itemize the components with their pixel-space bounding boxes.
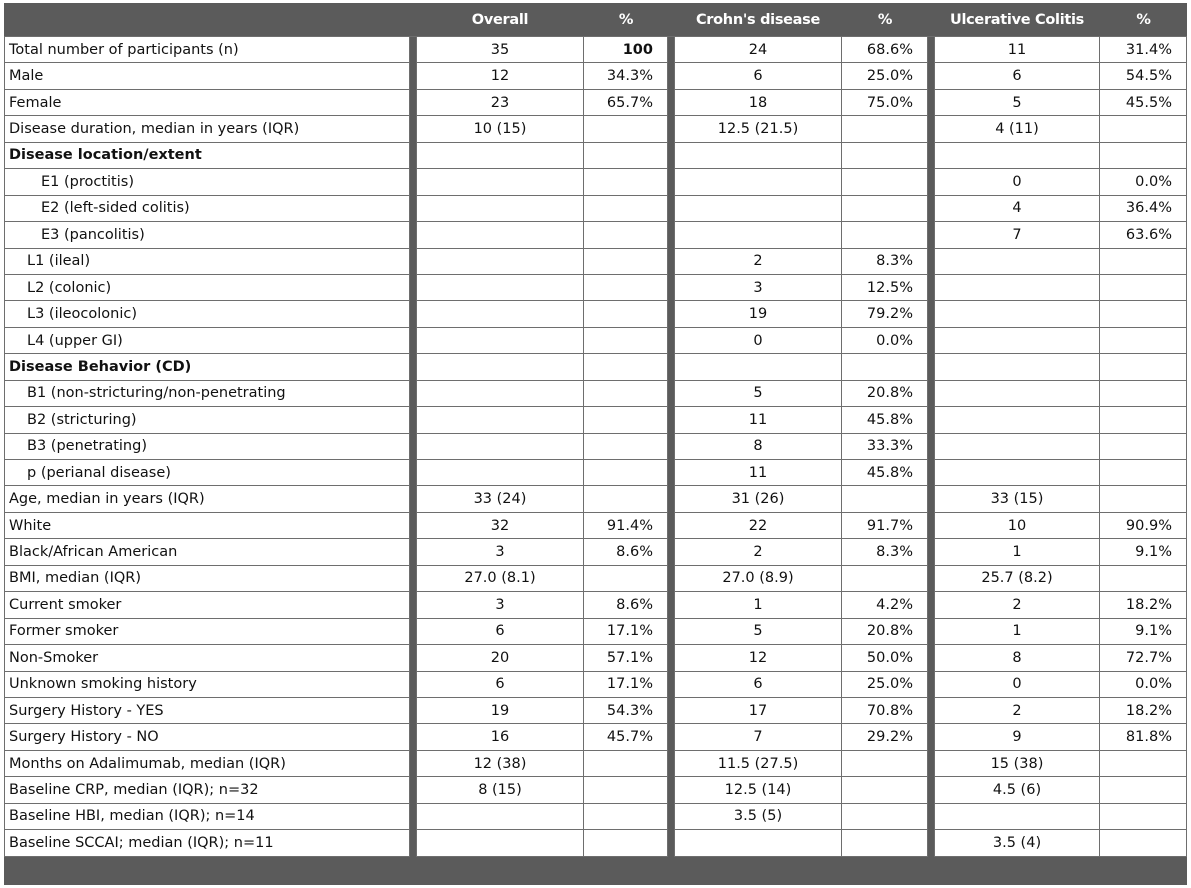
crohns-value: 5 [674, 619, 842, 645]
overall-value [416, 169, 584, 195]
table-row [4, 354, 1187, 380]
overall-pct [584, 275, 668, 301]
crohns-pct [842, 486, 928, 512]
uc-pct: 81.8% [1100, 724, 1187, 750]
header-row [4, 3, 1187, 36]
uc-pct: 72.7% [1100, 645, 1187, 671]
header-uc: Ulcerative Colitis [949, 11, 1085, 28]
uc-pct: 9.1% [1100, 539, 1187, 565]
uc-pct: 0.0% [1100, 169, 1187, 195]
uc-pct [1100, 381, 1187, 407]
uc-pct: 9.1% [1100, 619, 1187, 645]
crohns-pct: 33.3% [842, 434, 928, 460]
table-row [4, 275, 1187, 301]
crohns-value: 22 [674, 513, 842, 539]
uc-value: 4.5 (6) [934, 777, 1100, 803]
row-label: Disease Behavior (CD) [4, 354, 410, 380]
overall-value [416, 275, 584, 301]
row-label: Female [4, 90, 410, 116]
uc-pct [1100, 249, 1187, 275]
uc-pct [1100, 751, 1187, 777]
overall-value [416, 381, 584, 407]
uc-pct: 90.9% [1100, 513, 1187, 539]
uc-value [934, 381, 1100, 407]
crohns-pct: 20.8% [842, 619, 928, 645]
uc-value [934, 249, 1100, 275]
uc-value: 10 [934, 513, 1100, 539]
overall-value: 6 [416, 672, 584, 698]
crohns-value: 7 [674, 724, 842, 750]
overall-pct [584, 143, 668, 169]
demographics-table [4, 3, 1187, 857]
overall-value: 33 (24) [416, 486, 584, 512]
row-label: White [4, 513, 410, 539]
overall-value: 6 [416, 619, 584, 645]
crohns-value: 2 [674, 249, 842, 275]
overall-pct: 17.1% [584, 672, 668, 698]
uc-value: 7 [934, 222, 1100, 248]
uc-value: 1 [934, 619, 1100, 645]
row-label: Current smoker [4, 592, 410, 618]
row-label: B2 (stricturing) [4, 407, 410, 433]
uc-pct [1100, 804, 1187, 830]
crohns-pct: 70.8% [842, 698, 928, 724]
overall-pct [584, 169, 668, 195]
overall-value: 8 (15) [416, 777, 584, 803]
uc-pct [1100, 486, 1187, 512]
table-row [4, 116, 1187, 142]
table-row [4, 328, 1187, 354]
row-label: E1 (proctitis) [4, 169, 410, 195]
table-row [4, 407, 1187, 433]
uc-value: 4 [934, 196, 1100, 222]
crohns-pct: 79.2% [842, 301, 928, 327]
table-row [4, 169, 1187, 195]
row-label: Baseline HBI, median (IQR); n=14 [4, 804, 410, 830]
crohns-value: 12.5 (14) [674, 777, 842, 803]
crohns-value: 12.5 (21.5) [674, 116, 842, 142]
row-label: Non-Smoker [4, 645, 410, 671]
overall-value [416, 328, 584, 354]
uc-value: 6 [934, 63, 1100, 89]
crohns-pct: 50.0% [842, 645, 928, 671]
uc-pct: 63.6% [1100, 222, 1187, 248]
crohns-value [674, 222, 842, 248]
uc-value [934, 407, 1100, 433]
uc-value: 8 [934, 645, 1100, 671]
overall-value: 27.0 (8.1) [416, 566, 584, 592]
row-label: L1 (ileal) [4, 249, 410, 275]
row-label: p (perianal disease) [4, 460, 410, 486]
uc-value [934, 354, 1100, 380]
overall-pct [584, 751, 668, 777]
row-label: Surgery History - YES [4, 698, 410, 724]
crohns-value: 5 [674, 381, 842, 407]
uc-value: 25.7 (8.2) [934, 566, 1100, 592]
uc-value: 11 [934, 36, 1100, 63]
uc-value: 0 [934, 672, 1100, 698]
crohns-value [674, 169, 842, 195]
crohns-pct: 25.0% [842, 63, 928, 89]
header-crohns-pct: % [877, 11, 893, 28]
table-frame [4, 3, 1187, 885]
overall-pct: 91.4% [584, 513, 668, 539]
uc-pct [1100, 777, 1187, 803]
overall-value: 12 (38) [416, 751, 584, 777]
crohns-pct [842, 143, 928, 169]
table-row [4, 619, 1187, 645]
table-row [4, 672, 1187, 698]
uc-pct [1100, 434, 1187, 460]
row-label: Baseline CRP, median (IQR); n=32 [4, 777, 410, 803]
overall-value [416, 407, 584, 433]
row-label: BMI, median (IQR) [4, 566, 410, 592]
row-label: Age, median in years (IQR) [4, 486, 410, 512]
crohns-value: 11 [674, 460, 842, 486]
overall-pct [584, 830, 668, 856]
crohns-value [674, 354, 842, 380]
crohns-pct: 45.8% [842, 460, 928, 486]
overall-pct: 34.3% [584, 63, 668, 89]
overall-value: 3 [416, 539, 584, 565]
uc-pct: 18.2% [1100, 592, 1187, 618]
overall-pct [584, 354, 668, 380]
overall-pct [584, 222, 668, 248]
row-label: L4 (upper GI) [4, 328, 410, 354]
overall-pct: 65.7% [584, 90, 668, 116]
uc-pct: 18.2% [1100, 698, 1187, 724]
crohns-pct: 12.5% [842, 275, 928, 301]
overall-value: 10 (15) [416, 116, 584, 142]
uc-value [934, 804, 1100, 830]
table-row [4, 513, 1187, 539]
row-label: B3 (penetrating) [4, 434, 410, 460]
overall-value [416, 143, 584, 169]
row-label: Disease location/extent [4, 143, 410, 169]
uc-value: 9 [934, 724, 1100, 750]
row-label: Baseline SCCAI; median (IQR); n=11 [4, 830, 410, 856]
crohns-pct: 68.6% [842, 36, 928, 63]
row-label: Unknown smoking history [4, 672, 410, 698]
uc-value: 0 [934, 169, 1100, 195]
overall-pct [584, 804, 668, 830]
overall-pct [584, 486, 668, 512]
table-row [4, 90, 1187, 116]
crohns-pct: 8.3% [842, 539, 928, 565]
table-row [4, 381, 1187, 407]
row-label: Male [4, 63, 410, 89]
crohns-pct: 25.0% [842, 672, 928, 698]
table-row [4, 777, 1187, 803]
crohns-value: 11 [674, 407, 842, 433]
overall-value [416, 196, 584, 222]
uc-value [934, 301, 1100, 327]
uc-value: 33 (15) [934, 486, 1100, 512]
crohns-value: 3 [674, 275, 842, 301]
crohns-value [674, 143, 842, 169]
crohns-value: 11.5 (27.5) [674, 751, 842, 777]
overall-pct [584, 301, 668, 327]
overall-value: 35 [416, 36, 584, 63]
crohns-pct: 29.2% [842, 724, 928, 750]
row-label: Former smoker [4, 619, 410, 645]
row-label: L2 (colonic) [4, 275, 410, 301]
table-row [4, 222, 1187, 248]
table-row [4, 196, 1187, 222]
overall-pct: 17.1% [584, 619, 668, 645]
table-row [4, 434, 1187, 460]
uc-value: 15 (38) [934, 751, 1100, 777]
crohns-value: 6 [674, 672, 842, 698]
header-overall: Overall [471, 11, 529, 28]
row-label: E3 (pancolitis) [4, 222, 410, 248]
crohns-pct [842, 804, 928, 830]
uc-pct [1100, 143, 1187, 169]
uc-pct [1100, 566, 1187, 592]
overall-pct: 45.7% [584, 724, 668, 750]
row-label: B1 (non-stricturing/non-penetrating [4, 381, 410, 407]
crohns-pct [842, 196, 928, 222]
crohns-pct: 75.0% [842, 90, 928, 116]
overall-pct: 54.3% [584, 698, 668, 724]
overall-pct [584, 566, 668, 592]
overall-value: 12 [416, 63, 584, 89]
overall-pct [584, 434, 668, 460]
crohns-value: 17 [674, 698, 842, 724]
crohns-pct [842, 566, 928, 592]
crohns-value: 1 [674, 592, 842, 618]
crohns-pct [842, 116, 928, 142]
row-label: Months on Adalimumab, median (IQR) [4, 751, 410, 777]
uc-pct: 45.5% [1100, 90, 1187, 116]
table-row [4, 698, 1187, 724]
table-row [4, 63, 1187, 89]
uc-pct: 54.5% [1100, 63, 1187, 89]
crohns-pct [842, 751, 928, 777]
table-row [4, 301, 1187, 327]
header-crohns: Crohn's disease [695, 11, 821, 28]
table-row [4, 460, 1187, 486]
crohns-pct: 4.2% [842, 592, 928, 618]
row-label: Black/African American [4, 539, 410, 565]
row-label: E2 (left-sided colitis) [4, 196, 410, 222]
overall-pct [584, 328, 668, 354]
overall-pct: 8.6% [584, 592, 668, 618]
crohns-value: 3.5 (5) [674, 804, 842, 830]
crohns-value: 6 [674, 63, 842, 89]
overall-pct [584, 116, 668, 142]
uc-value: 5 [934, 90, 1100, 116]
crohns-value: 12 [674, 645, 842, 671]
uc-value: 4 (11) [934, 116, 1100, 142]
table-row [4, 143, 1187, 169]
uc-value [934, 328, 1100, 354]
overall-value [416, 249, 584, 275]
crohns-pct [842, 830, 928, 856]
uc-value: 2 [934, 698, 1100, 724]
overall-value [416, 460, 584, 486]
overall-pct [584, 381, 668, 407]
overall-value [416, 222, 584, 248]
overall-pct: 8.6% [584, 539, 668, 565]
uc-pct [1100, 116, 1187, 142]
crohns-pct [842, 354, 928, 380]
uc-pct [1100, 407, 1187, 433]
table-row [4, 566, 1187, 592]
overall-pct: 57.1% [584, 645, 668, 671]
uc-pct: 36.4% [1100, 196, 1187, 222]
uc-value [934, 275, 1100, 301]
crohns-pct: 8.3% [842, 249, 928, 275]
crohns-value: 18 [674, 90, 842, 116]
row-label: Surgery History - NO [4, 724, 410, 750]
overall-value [416, 830, 584, 856]
uc-value [934, 434, 1100, 460]
uc-pct [1100, 460, 1187, 486]
crohns-pct [842, 222, 928, 248]
overall-value [416, 354, 584, 380]
row-label: L3 (ileocolonic) [4, 301, 410, 327]
crohns-pct [842, 777, 928, 803]
overall-pct [584, 460, 668, 486]
overall-pct [584, 407, 668, 433]
header-overall-pct: % [618, 11, 634, 28]
overall-value [416, 434, 584, 460]
uc-value [934, 143, 1100, 169]
table-row [4, 751, 1187, 777]
row-label: Total number of participants (n) [4, 36, 410, 63]
crohns-value [674, 830, 842, 856]
overall-value: 32 [416, 513, 584, 539]
crohns-value: 24 [674, 36, 842, 63]
header-label [4, 3, 410, 36]
uc-pct [1100, 275, 1187, 301]
uc-pct: 0.0% [1100, 672, 1187, 698]
overall-pct [584, 196, 668, 222]
table-row [4, 645, 1187, 671]
crohns-value: 2 [674, 539, 842, 565]
uc-pct: 31.4% [1100, 36, 1187, 63]
crohns-value: 31 (26) [674, 486, 842, 512]
crohns-pct: 91.7% [842, 513, 928, 539]
overall-value [416, 301, 584, 327]
crohns-value: 19 [674, 301, 842, 327]
overall-value: 19 [416, 698, 584, 724]
crohns-pct: 45.8% [842, 407, 928, 433]
uc-value: 3.5 (4) [934, 830, 1100, 856]
crohns-pct: 0.0% [842, 328, 928, 354]
overall-value: 20 [416, 645, 584, 671]
overall-value [416, 804, 584, 830]
crohns-pct: 20.8% [842, 381, 928, 407]
table-row [4, 486, 1187, 512]
overall-value: 3 [416, 592, 584, 618]
uc-pct [1100, 301, 1187, 327]
uc-value: 1 [934, 539, 1100, 565]
overall-value: 16 [416, 724, 584, 750]
overall-pct [584, 249, 668, 275]
overall-value: 23 [416, 90, 584, 116]
table-row [4, 830, 1187, 856]
uc-pct [1100, 354, 1187, 380]
crohns-value: 8 [674, 434, 842, 460]
table-row [4, 36, 1187, 63]
table-row [4, 804, 1187, 830]
crohns-value: 0 [674, 328, 842, 354]
uc-pct [1100, 328, 1187, 354]
table-row [4, 592, 1187, 618]
uc-value [934, 460, 1100, 486]
row-label: Disease duration, median in years (IQR) [4, 116, 410, 142]
crohns-value: 27.0 (8.9) [674, 566, 842, 592]
table-row [4, 539, 1187, 565]
overall-pct: 100 [584, 36, 668, 63]
crohns-value [674, 196, 842, 222]
crohns-pct [842, 169, 928, 195]
header-uc-pct: % [1136, 11, 1151, 28]
table-row [4, 249, 1187, 275]
table-row [4, 724, 1187, 750]
uc-pct [1100, 830, 1187, 856]
overall-pct [584, 777, 668, 803]
uc-value: 2 [934, 592, 1100, 618]
